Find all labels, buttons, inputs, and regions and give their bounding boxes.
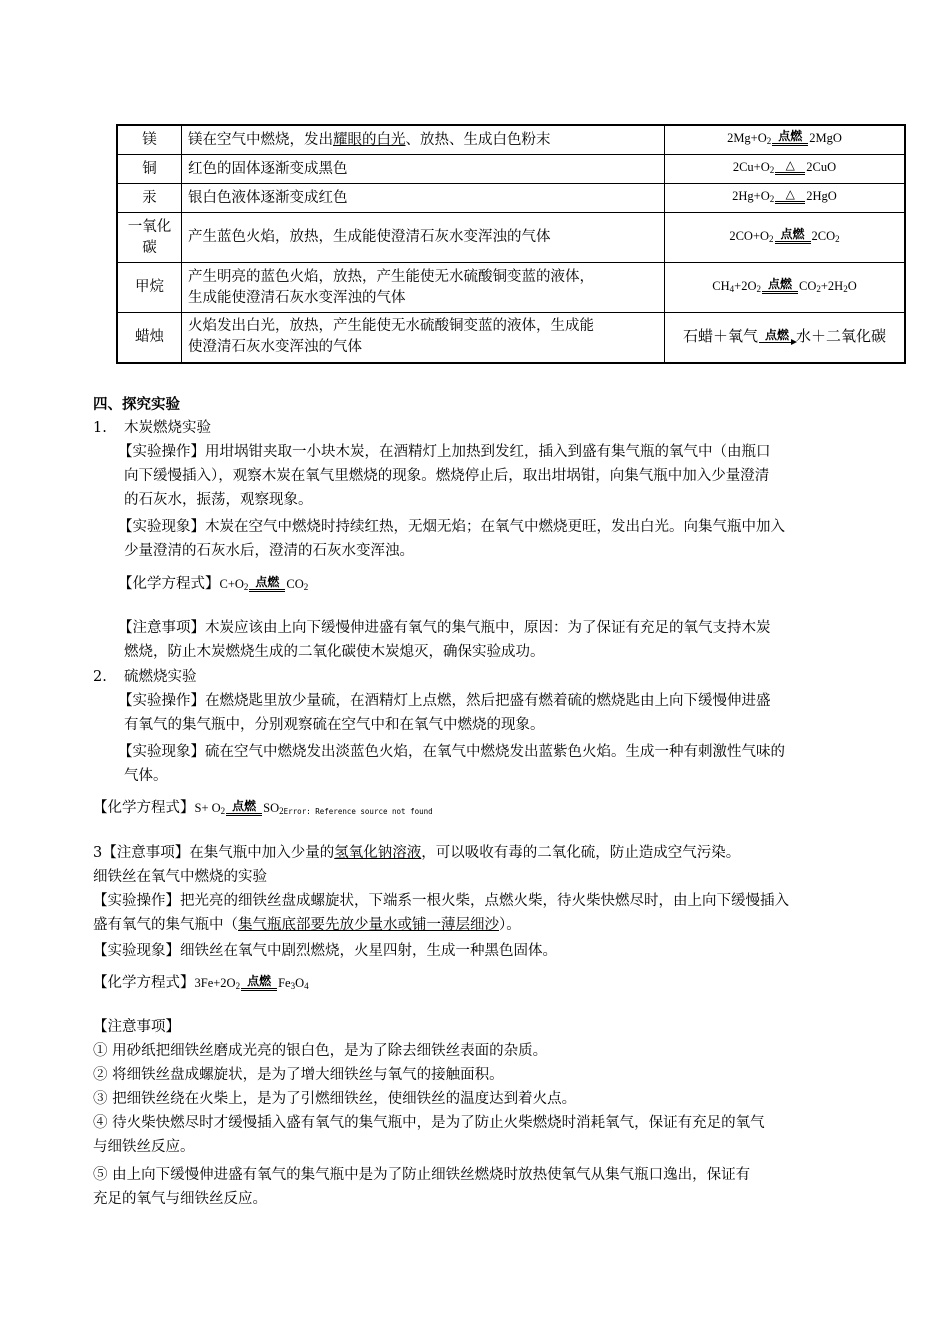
table-row [117,263,905,313]
exp1-operation: 【实验操作】用坩埚钳夹取一小块木炭，在酒精灯上加热到发红，插入到盛有集气瓶的氧气中（由瓶口 [118,444,771,460]
exp2-note: 3【注意事项】在集气瓶中加入少量的氢氧化钠溶液，可以吸收有毒的二氧化硫，防止造成空气污染。 [93,845,741,861]
condition-mark: △ [775,161,805,175]
condition-mark: 点燃 [226,802,262,816]
exp2-operation: 【实验操作】在燃烧匙里放少量硫，在酒精灯上点燃，然后把盛有燃着硫的燃烧匙由上向下缓慢伸进盛 [118,693,771,709]
condition-arrow: 点燃 [759,331,795,343]
table-row [117,313,905,363]
exp1-title: 木炭燃烧实验 [124,420,211,436]
condition-mark: 点燃 [772,132,808,146]
note-item: ④ 待火柴快燃尽时才缓慢插入盛有氧气的集气瓶中，是为了防止火柴燃烧时消耗氧气，保证有充足的氧气 [93,1115,765,1131]
phenomenon: 火焰发出白光，放热，产生能使无水硫酸铜变蓝的液体，生成能 使澄清石灰水变浑浊的气体 [182,313,665,363]
exp2-phenomenon: 【实验现象】硫在空气中燃烧发出淡蓝色火焰，在氧气中燃烧发出蓝紫色火焰。生成一种有刺激性气味的 [118,744,785,760]
exp3-phenomenon: 【实验现象】细铁丝在氧气中剧烈燃烧，火星四射，生成一种黑色固体。 [93,943,557,959]
exp2-title: 硫燃烧实验 [124,669,197,685]
note-item: ① 用砂纸把细铁丝磨成光亮的银白色，是为了除去细铁丝表面的杂质。 [93,1043,548,1059]
exp3-operation: 【实验操作】把光亮的细铁丝盘成螺旋状，下端系一根火柴，点燃火柴，待火柴快燃尽时，由上向下缓慢插入 [93,893,789,909]
substance-name: 蜡烛 [117,313,182,363]
exp2-number: 2. [93,669,107,685]
phenomenon: 银白色液体逐渐变成红色 [182,184,665,213]
exp3-equation: 【化学方程式】$3Fe+2O_2$ 点燃 $Fe_3O_4$ [93,974,309,991]
condition-mark: 点燃 [775,230,811,244]
table-row [117,155,905,184]
table-row [117,125,905,155]
exp3-note-title: 【注意事项】 [93,1019,180,1035]
substance-name: 一氧化 碳 [117,213,182,263]
exp1-note: 【注意事项】木炭应该由上向下缓慢伸进盛有氧气的集气瓶中，原因：为了保证有充足的氧气支持木炭 [118,620,771,636]
exp1-number: 1. [93,420,107,436]
equation: $2Mg+O_2$ 点燃 2MgO [665,125,906,155]
exp3-title: 细铁丝在氧气中燃烧的实验 [93,869,267,885]
exp1-equation: 【化学方程式】$C+O_2$ 点燃 $CO_2$ [118,575,309,592]
substance-name: 镁 [117,125,182,155]
table-row [117,213,905,263]
exp1-operation-cont: 向下缓慢插入），观察木炭在氧气里燃烧的现象。燃烧停止后，取出坩埚钳，向集气瓶中加入少量澄清 [124,468,770,484]
equation: $CH_4+2O_2$ 点燃 $CO_2+2H_2O$ [665,263,906,313]
exp1-phenomenon-cont: 少量澄清的石灰水后，澄清的石灰水变浑浊。 [124,543,414,559]
condition-mark: 点燃 [241,977,277,991]
phenomenon: 红色的固体逐渐变成黑色 [182,155,665,184]
note-item-cont: 充足的氧气与细铁丝反应。 [93,1191,267,1207]
condition-mark: 点燃 [249,578,285,592]
exp2-operation-cont: 有氧气的集气瓶中，分别观察硫在空气中和在氧气中燃烧的现象。 [124,717,545,733]
substance-name: 汞 [117,184,182,213]
note-item: ② 将细铁丝盘成螺旋状，是为了增大细铁丝与氧气的接触面积。 [93,1067,504,1083]
equation: 石蜡＋氧气 点燃 水＋二氧化碳 [665,313,906,363]
condition-mark: 点燃 [762,280,798,294]
table-row [117,184,905,213]
note-item-cont: 与细铁丝反应。 [93,1139,195,1155]
phenomenon: 镁在空气中燃烧，发出耀眼的白光、放热、生成白色粉末 [182,125,665,155]
substance-name: 铜 [117,155,182,184]
note-item: ③ 把细铁丝绕在火柴上，是为了引燃细铁丝，使细铁丝的温度达到着火点。 [93,1091,577,1107]
exp2-equation: 【化学方程式】$S+ O_2$ 点燃 $SO_2Error$: Reference source not found [93,799,433,816]
equation: $2Hg+O_2$ △ 2HgO [665,184,906,213]
exp2-phenomenon-cont: 气体。 [124,768,168,784]
note-item: ⑤ 由上向下缓慢伸进盛有氧气的集气瓶中是为了防止细铁丝燃烧时放热使氧气从集气瓶口逸出，保证有 [93,1167,751,1183]
substance-name: 甲烷 [117,263,182,313]
exp1-operation-cont: 的石灰水，振荡，观察现象。 [124,492,313,508]
exp3-operation-cont: 盛有氧气的集气瓶中（集气瓶底部要先放少量水或铺一薄层细沙）。 [93,917,521,933]
phenomenon: 产生蓝色火焰，放热，生成能使澄清石灰水变浑浊的气体 [182,213,665,263]
exp1-note-cont: 燃烧，防止木炭燃烧生成的二氧化碳使木炭熄灭，确保实验成功。 [124,644,545,660]
phenomenon: 产生明亮的蓝色火焰，放热，产生能使无水硫酸铜变蓝的液体， 生成能使澄清石灰水变浑浊的气体 [182,263,665,313]
condition-mark: △ [775,190,805,204]
section-heading: 四、探究实验 [93,397,180,413]
reaction-table [116,124,906,364]
reference-error: Error: Reference source not found [283,807,433,816]
equation: $2Cu+O_2$ △ 2CuO [665,155,906,184]
exp1-phenomenon: 【实验现象】木炭在空气中燃烧时持续红热，无烟无焰；在氧气中燃烧更旺，发出白光。向集气瓶中加入 [118,519,785,535]
equation: $2CO+O_2$ 点燃 $2CO_2$ [665,213,906,263]
